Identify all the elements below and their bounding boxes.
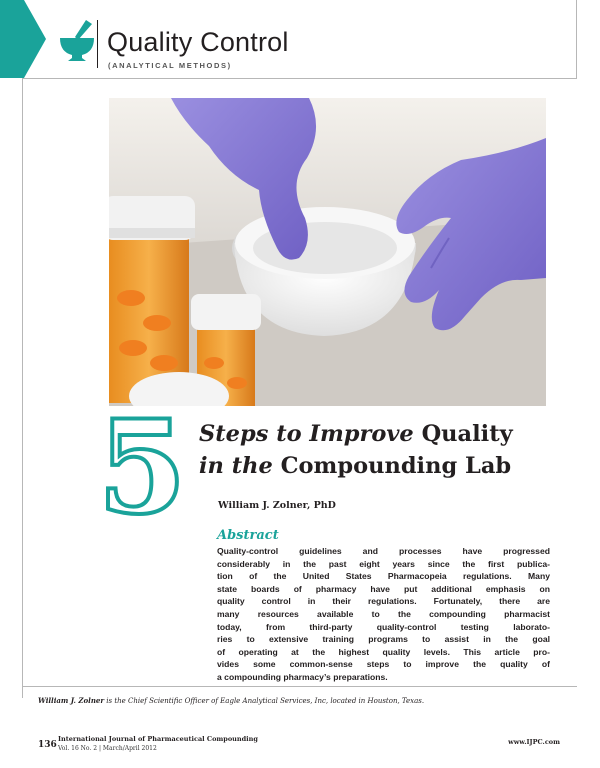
article-title-line1: Steps to Improve Quality xyxy=(199,421,513,447)
header-right-rule xyxy=(576,0,577,78)
author-bio: William J. Zolner is the Chief Scientific Officer of Eagle Analytical Services, Inc, located in Houston, Texas. xyxy=(38,696,425,705)
bottom-rule xyxy=(22,686,577,687)
abstract-line: state boards of pharmacy have put additional emphasis on xyxy=(217,583,550,594)
journal-website: www.IJPC.com xyxy=(508,738,560,746)
top-rule xyxy=(22,78,577,79)
abstract-line: vides some common-sense steps to improve the quality of xyxy=(217,659,550,670)
mortar-pestle-icon xyxy=(56,18,98,64)
left-rule xyxy=(22,78,23,698)
abstract-line: tion of the United States Pharmacopeia regulations. Many xyxy=(217,571,550,582)
journal-name: International Journal of Pharmaceutical Compounding xyxy=(58,735,258,743)
abstract-body xyxy=(217,545,550,684)
volume-issue: Vol. 16 No. 2 | March/April 2012 xyxy=(58,745,157,752)
abstract-heading: Abstract xyxy=(217,528,279,543)
abstract-line: a compounding pharmacy’s preparations. xyxy=(217,671,388,682)
page-number: 136 xyxy=(38,740,57,750)
abstract-line: ries to extensive training programs to assist in the goal xyxy=(217,634,550,645)
article-author: William J. Zolner, PhD xyxy=(218,500,336,511)
big-number-five xyxy=(92,404,192,522)
abstract-line: today, from third-party quality-control testing laborato- xyxy=(217,621,550,632)
section-title: Quality Control xyxy=(107,27,289,57)
article-photo xyxy=(109,98,546,406)
section-tab-arrow xyxy=(24,0,46,78)
abstract-line: many resources available to the compounding pharmacist xyxy=(217,608,550,619)
abstract-line: Quality-control guidelines and processes have progressed xyxy=(217,546,550,556)
header-divider xyxy=(97,20,98,68)
abstract-line: quality control in their regulations. Fortunately, there are xyxy=(217,596,550,607)
article-title-line2: in the Compounding Lab xyxy=(199,453,512,479)
abstract-line: considerably in the past eight years since the first publica- xyxy=(217,558,550,569)
svg-text:5: 5 xyxy=(97,404,187,522)
section-subtitle: (ANALYTICAL METHODS) xyxy=(108,61,232,70)
abstract-line: of operating at the highest quality levels. This article pro- xyxy=(217,646,550,657)
section-tab xyxy=(0,0,24,78)
